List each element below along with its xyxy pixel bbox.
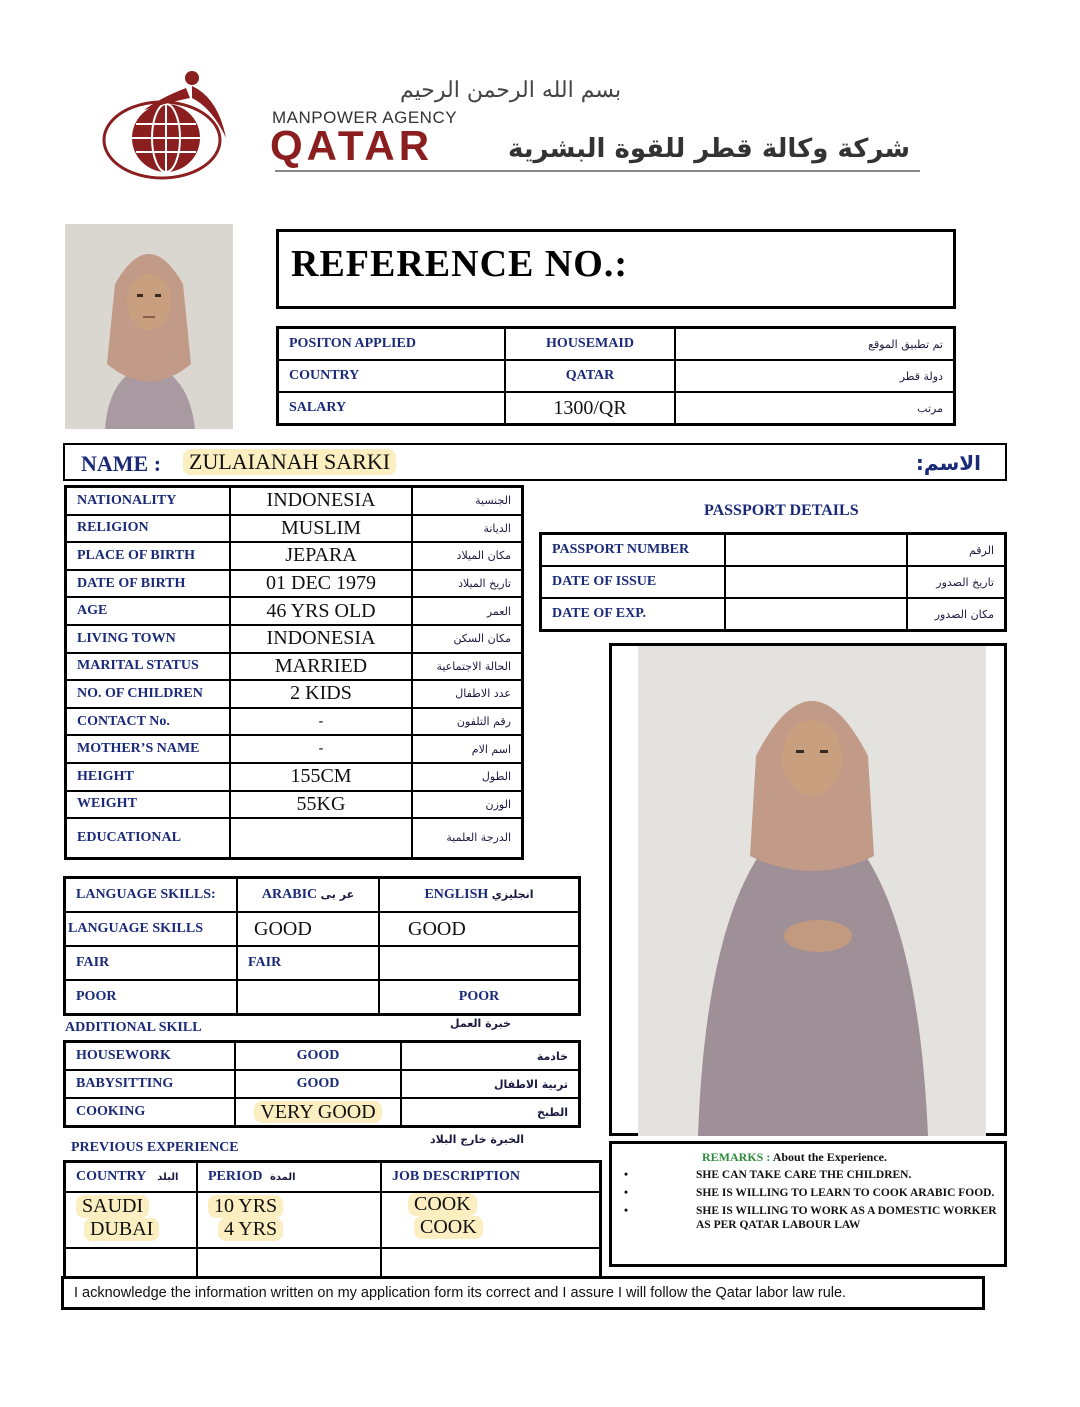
skill-value: GOOD (235, 1042, 401, 1071)
language-row-label: FAIR (65, 946, 238, 980)
table-row (278, 328, 955, 361)
passport-value (725, 566, 907, 598)
header-divider (275, 170, 920, 172)
passport-title: PASSPORT DETAILS (704, 502, 859, 519)
exp-job (381, 1248, 601, 1278)
language-row-label: POOR (65, 980, 238, 1015)
remark-text: SHE IS WILLING TO LEARN TO COOK ARABIC FOOD. (696, 1187, 995, 1199)
personal-arabic: مكان الميلاد (412, 542, 523, 570)
job-label: COUNTRY (278, 360, 506, 392)
table-row (66, 708, 523, 736)
language-header-arabic: ARABIC عر بى (237, 878, 379, 913)
personal-label: DATE OF BIRTH (66, 570, 231, 598)
personal-value (230, 818, 412, 858)
reference-label: REFERENCE NO.: (291, 243, 629, 285)
personal-value: 01 DEC 1979 (230, 570, 412, 598)
personal-value: - (230, 708, 412, 736)
portrait-photo (65, 224, 233, 429)
passport-label: PASSPORT NUMBER (541, 534, 726, 567)
table-row (66, 570, 523, 598)
personal-value: 55KG (230, 791, 412, 819)
personal-label: AGE (66, 597, 231, 625)
language-english-level: POOR (379, 980, 580, 1015)
job-arabic: تم تطبيق الموقع (675, 328, 955, 361)
personal-arabic: الطول (412, 763, 523, 791)
remark-text: SHE IS WILLING TO WORK AS A DOMESTIC WORKER AS PER QATAR LABOUR LAW (696, 1205, 997, 1231)
table-row (65, 1098, 580, 1127)
personal-arabic: تاريخ الميلاد (412, 570, 523, 598)
table-row (65, 878, 580, 913)
remark-item (622, 1168, 1000, 1182)
language-header-label: LANGUAGE SKILLS: (65, 878, 238, 913)
passport-arabic: الرقم (907, 534, 1006, 567)
table-row (66, 625, 523, 653)
additional-skill-title-arabic: خبرة العمل (450, 1017, 511, 1030)
personal-arabic: مكان السكن (412, 625, 523, 653)
skill-value: VERY GOOD (235, 1098, 401, 1127)
table-row (278, 360, 955, 392)
table-row (66, 597, 523, 625)
personal-value: 2 KIDS (230, 680, 412, 708)
passport-arabic: مكان الصدور (907, 598, 1006, 631)
language-arabic-level: GOOD (237, 912, 379, 946)
personal-value: MARRIED (230, 653, 412, 681)
previous-experience-title: PREVIOUS EXPERIENCE (71, 1140, 239, 1155)
passport-value (725, 534, 907, 567)
acknowledge-box (61, 1276, 985, 1310)
job-arabic: دولة قطر (675, 360, 955, 392)
passport-table (539, 532, 1007, 632)
agency-name-line1: MANPOWER AGENCY (272, 108, 458, 127)
exp-country (65, 1248, 198, 1278)
personal-label: WEIGHT (66, 791, 231, 819)
skill-label: BABYSITTING (65, 1070, 236, 1098)
skill-arabic: الطبخ (401, 1098, 580, 1127)
remarks-subtitle: About the Experience. (772, 1150, 888, 1164)
personal-value: INDONESIA (230, 487, 412, 515)
skill-arabic: خادمة (401, 1042, 580, 1071)
agency-name-arabic: شركة وكالة قطر للقوة البشرية (508, 134, 911, 164)
table-row (541, 598, 1006, 631)
personal-label: CONTACT No. (66, 708, 231, 736)
skill-label: COOKING (65, 1098, 236, 1127)
name-bar (63, 443, 1007, 481)
personal-arabic: العمر (412, 597, 523, 625)
personal-label: LIVING TOWN (66, 625, 231, 653)
personal-value: 155CM (230, 763, 412, 791)
table-row (541, 566, 1006, 598)
personal-arabic: الديانة (412, 515, 523, 543)
table-row (65, 1162, 601, 1192)
remark-item (622, 1186, 1000, 1200)
passport-label: DATE OF EXP. (541, 598, 726, 631)
personal-label: EDUCATIONAL (66, 818, 231, 858)
personal-arabic: الوزن (412, 791, 523, 819)
remarks-box (609, 1141, 1007, 1267)
exp-country: SAUDI DUBAI (65, 1192, 198, 1248)
language-english-level (379, 946, 580, 980)
personal-arabic: الحالة الاجتماعية (412, 653, 523, 681)
table-row (65, 912, 580, 946)
exp-period (197, 1248, 381, 1278)
skill-label: HOUSEWORK (65, 1042, 236, 1071)
passport-value (725, 598, 907, 631)
table-row (66, 818, 523, 858)
personal-details-table (64, 485, 524, 860)
previous-experience-table (63, 1160, 602, 1279)
passport-arabic: تاريخ الصدور (907, 566, 1006, 598)
remarks-title: REMARKS : (702, 1150, 771, 1164)
acknowledge-text: I acknowledge the information written on my application form its correct and I assure I will follow the Qatar labor law rule. (74, 1285, 847, 1301)
personal-label: RELIGION (66, 515, 231, 543)
agency-name-line2: QATAR (270, 122, 434, 169)
language-header-english: ENGLISH انجليزي (379, 878, 580, 913)
additional-skills-table (63, 1040, 581, 1128)
table-row (65, 980, 580, 1015)
exp-period: 10 YRS 4 YRS (197, 1192, 381, 1248)
personal-value: JEPARA (230, 542, 412, 570)
language-arabic-level: FAIR (237, 946, 379, 980)
remark-item (622, 1204, 1000, 1232)
full-body-photo (638, 646, 986, 1136)
reference-box (276, 229, 956, 309)
job-label: SALARY (278, 392, 506, 425)
table-row (66, 487, 523, 515)
table-row (65, 1070, 580, 1098)
personal-label: PLACE OF BIRTH (66, 542, 231, 570)
table-row (65, 1192, 601, 1248)
personal-arabic: اسم الام (412, 735, 523, 763)
personal-value: MUSLIM (230, 515, 412, 543)
job-value: HOUSEMAID (505, 328, 675, 361)
full-body-photo-frame (609, 643, 1007, 1136)
exp-job: COOK COOK (381, 1192, 601, 1248)
agency-logo (100, 68, 260, 180)
job-value: 1300/QR (505, 392, 675, 425)
personal-value: 46 YRS OLD (230, 597, 412, 625)
language-arabic-level (237, 980, 379, 1015)
exp-header-job: JOB DESCRIPTION (381, 1162, 601, 1192)
table-row (66, 653, 523, 681)
personal-value: INDONESIA (230, 625, 412, 653)
personal-label: NATIONALITY (66, 487, 231, 515)
remarks-heading (702, 1150, 887, 1165)
skill-arabic: تربية الاطفال (401, 1070, 580, 1098)
table-row (66, 680, 523, 708)
job-arabic: مرتب (675, 392, 955, 425)
personal-arabic: الدرجة العلمية (412, 818, 523, 858)
bullet-icon: • (624, 1205, 629, 1217)
language-row-label: LANGUAGE SKILLS (65, 912, 238, 946)
table-row (65, 1042, 580, 1071)
personal-arabic: عدد الاطفال (412, 680, 523, 708)
table-row (65, 1248, 601, 1278)
exp-header-period: PERIOD المدة (197, 1162, 381, 1192)
name-arabic: الاسم: (915, 451, 981, 475)
table-row (66, 791, 523, 819)
table-row (541, 534, 1006, 567)
table-row (66, 763, 523, 791)
additional-skill-title: ADDITIONAL SKILL (65, 1020, 202, 1035)
remark-text: SHE CAN TAKE CARE THE CHILDREN. (696, 1169, 912, 1181)
table-row (66, 542, 523, 570)
personal-label: MOTHER’S NAME (66, 735, 231, 763)
name-value: ZULAIANAH SARKI (183, 449, 396, 475)
personal-label: MARITAL STATUS (66, 653, 231, 681)
table-row (65, 946, 580, 980)
bullet-icon: • (624, 1187, 629, 1199)
name-label: NAME : (81, 451, 162, 476)
table-row (66, 515, 523, 543)
exp-header-country: COUNTRY البلد (65, 1162, 198, 1192)
job-label: POSITON APPLIED (278, 328, 506, 361)
personal-arabic: رقم التلفون (412, 708, 523, 736)
language-english-level: GOOD (379, 912, 580, 946)
personal-label: HEIGHT (66, 763, 231, 791)
skill-value: GOOD (235, 1070, 401, 1098)
language-skills-table (63, 876, 581, 1016)
basmala: بسم الله الرحمن الرحيم (400, 78, 622, 103)
personal-value: - (230, 735, 412, 763)
passport-label: DATE OF ISSUE (541, 566, 726, 598)
bullet-icon: • (624, 1169, 629, 1181)
job-table (276, 326, 956, 426)
job-value: QATAR (505, 360, 675, 392)
personal-label: NO. OF CHILDREN (66, 680, 231, 708)
table-row (278, 392, 955, 425)
table-row (66, 735, 523, 763)
previous-experience-title-arabic: الخبرة خارج البلاد (430, 1133, 525, 1146)
personal-arabic: الجنسية (412, 487, 523, 515)
